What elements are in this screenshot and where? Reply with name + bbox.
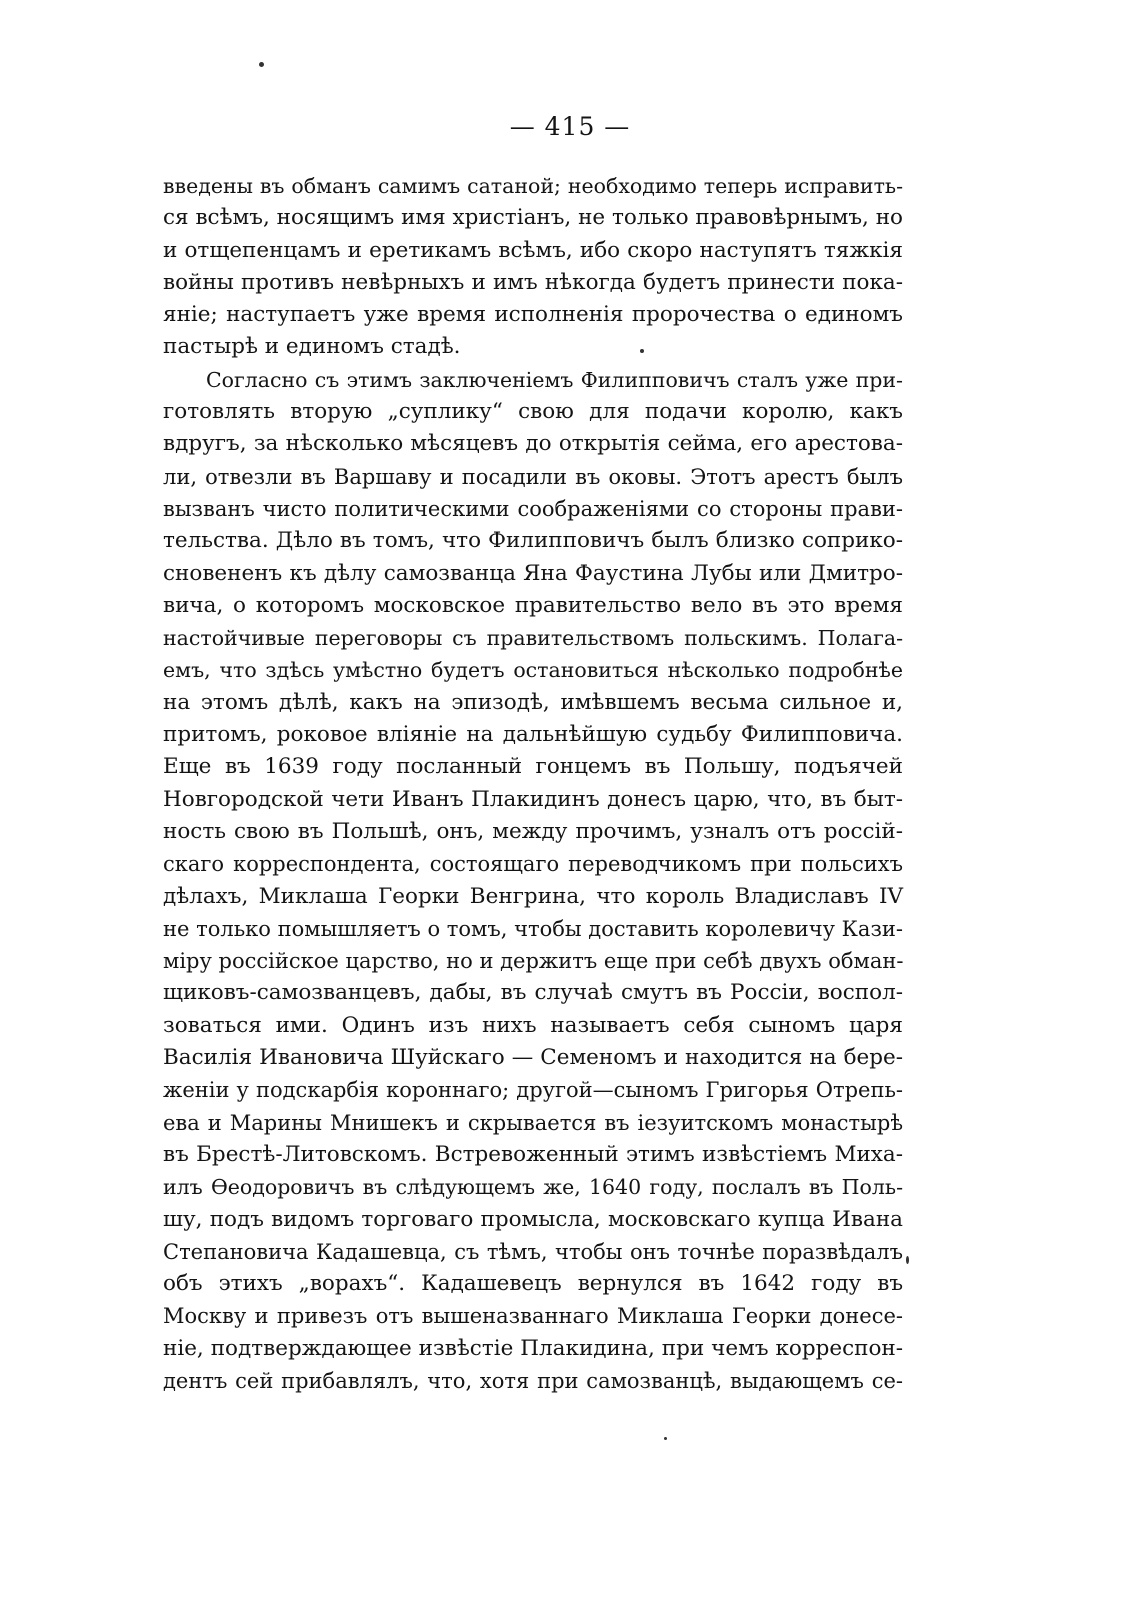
text-line: введены въ обманъ самимъ сатаной; необходимо теперь исправить- — [163, 174, 903, 198]
text-line: ева и Марины Мнишекъ и скрывается въ іезуитскомъ монастырѣ — [163, 1110, 903, 1135]
text-line: шу, подъ видомъ торговаго промысла, московскаго купца Ивана — [163, 1206, 903, 1232]
text-line: на этомъ дѣлѣ, какъ на эпизодѣ, имѣвшемъ весьма сильное и, — [163, 689, 903, 715]
text-line: Москву и привезъ отъ вышеназваннаго Миклаша Георки донесе- — [163, 1304, 903, 1329]
text-line: ніе, подтверждающее извѣстіе Плакидина, при чемъ корреспон- — [163, 1335, 903, 1361]
text-line: объ этихъ „ворахъ“. Кадашевецъ вернулся въ 1642 году въ — [163, 1271, 903, 1297]
scan-speck — [664, 1437, 667, 1440]
text-line: ность свою въ Польшѣ, онъ, между прочимъ, узналъ отъ россій- — [163, 818, 903, 844]
text-line: вдругъ, за нѣсколько мѣсяцевъ до открытія сейма, его арестова- — [163, 431, 903, 457]
text-line: въ Брестѣ-Литовскомъ. Встревоженный этимъ извѣстіемъ Миха- — [163, 1141, 903, 1167]
page-number: — 415 — — [509, 112, 631, 141]
text-line: дентъ сей прибавлялъ, что, хотя при самозванцѣ, выдающемъ се- — [163, 1368, 903, 1393]
text-line: и отщепенцамъ и еретикамъ всѣмъ, ибо скоро наступятъ тяжкія — [163, 237, 903, 263]
text-line: яніе; наступаетъ уже время исполненія пророчества о единомъ — [163, 302, 903, 328]
text-line: емъ, что здѣсь умѣстно будетъ остановиться нѣсколько подробнѣе — [163, 658, 903, 683]
scan-speck — [640, 349, 644, 353]
text-line: тельства. Дѣло въ томъ, что Филипповичъ былъ близко соприко- — [163, 528, 903, 554]
text-line: Василія Ивановича Шуйскаго — Семеномъ и находится на бере- — [163, 1045, 903, 1071]
text-line: не только помышляетъ о томъ, чтобы доставить королевичу Кази- — [163, 916, 903, 941]
text-line: Новгородской чети Иванъ Плакидинъ донесъ царю, что, въ быт- — [163, 786, 903, 812]
text-line: ся всѣмъ, носящимъ имя христіанъ, не только правовѣрнымъ, но — [163, 205, 903, 231]
text-line: дѣлахъ, Миклаша Георки Венгрина, что король Владиславъ IV — [163, 883, 903, 909]
text-line: илъ Ѳеодоровичъ въ слѣдующемъ же, 1640 году, послалъ въ Поль- — [163, 1175, 903, 1200]
text-line: Еще въ 1639 году посланный гонцемъ въ Польшу, подъячей — [163, 754, 903, 780]
text-line: готовлять вторую „суплику“ свою для подачи королю, какъ — [163, 399, 903, 425]
text-line: зоваться ими. Одинъ изъ нихъ называетъ себя сыномъ царя — [163, 1012, 903, 1038]
text-line: войны противъ невѣрныхъ и имъ нѣкогда будетъ принести пока- — [163, 269, 903, 295]
text-line: міру россійское царство, но и держитъ еще при себѣ двухъ обман- — [163, 949, 904, 974]
text-line: притомъ, роковое вліяніе на дальнѣйшую судьбу Филипповича. — [163, 722, 903, 748]
text-line: ли, отвезли въ Варшаву и посадили въ оковы. Этотъ арестъ былъ — [163, 464, 903, 489]
text-line: женіи у подскарбія короннаго; другой—сыномъ Григорья Отрепь- — [163, 1078, 903, 1103]
body-text — [163, 170, 903, 1397]
scan-speck — [906, 1256, 909, 1264]
text-line: Согласно съ этимъ заключеніемъ Филипповичъ сталъ уже при- — [206, 367, 903, 392]
text-line: сновененъ къ дѣлу самозванца Яна Фаустина Лубы или Дмитро- — [163, 560, 903, 586]
text-line: Степановича Кадашевца, съ тѣмъ, чтобы онъ точнѣе поразвѣдалъ — [163, 1239, 903, 1264]
text-line: пастырѣ и единомъ стадѣ. — [163, 334, 461, 360]
text-line: скаго корреспондента, состоящаго переводчикомъ при польсихъ — [163, 852, 903, 877]
text-line: вызванъ чисто политическими соображеніями со стороны прави- — [163, 496, 903, 521]
text-line: настойчивые переговоры съ правительствомъ польскимъ. Полага- — [163, 626, 903, 651]
text-line: вича, о которомъ московское правительство вело въ это время — [163, 592, 903, 618]
scan-speck — [259, 62, 264, 67]
text-line: щиковъ-самозванцевъ, дабы, въ случаѣ смутъ въ Россіи, воспол- — [163, 980, 903, 1006]
